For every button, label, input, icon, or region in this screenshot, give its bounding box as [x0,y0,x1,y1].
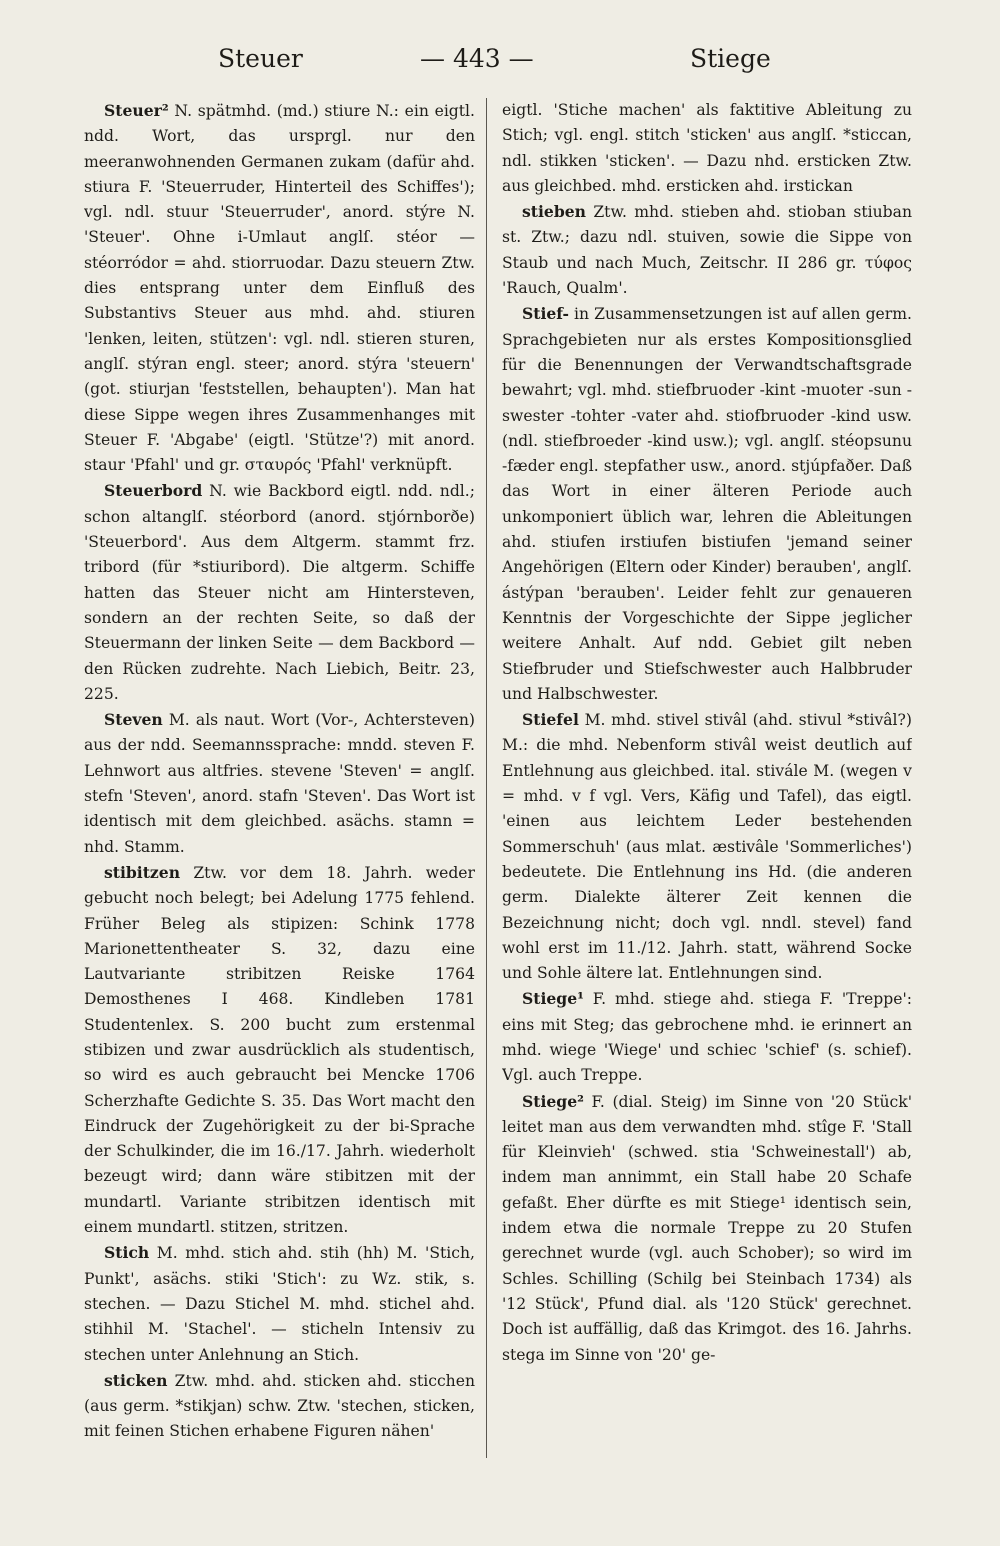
page-number: — 443 — [420,44,534,73]
dictionary-entry [84,478,475,707]
entry-lemma: Stiege² [522,1091,584,1111]
entry-lemma: Steuer² [104,101,169,120]
entry-lemma: Stief- [522,304,569,324]
dictionary-entry [502,301,912,707]
column-divider [486,98,487,1458]
dictionary-entry [502,1089,912,1368]
entry-text: N. wie Backbord eigtl. ndd. ndl.; schon altanglſ. stéorbord (anord. stjórnborðe) 'Steuerbord'. Aus dem Altgerm. stammt frz. tribord (für *stiuribord). Die altgerm. Schiffe hatten das Steuer nicht am Hintersteven, sondern an der rechten Seite, so daß der Steuermann der linken Seite — dem Backbord — den Rücken zudrehte. Nach Liebich, Beitr. 23, 225. [84,482,475,703]
dictionary-entry [84,98,475,478]
dictionary-entry [84,707,475,860]
dictionary-entry [502,707,912,986]
dictionary-entry [502,986,912,1088]
dictionary-entry-continuation [502,98,912,199]
dictionary-entry [84,1368,475,1445]
entry-text: F. (dial. Steig) im Sinne von '20 Stück' leitet man aus dem verwandten mhd. stîge F. 'Stall für Kleinvieh' (schwed. stia 'Schweinestall') ab, indem man annimmt, ein Stall habe 20 Schafe gefaßt. Eher dürfte es mit Stiege¹ identisch sein, indem etwa die normale Treppe zu 20 Stufen gerechnet wurde (vgl. auch Schober); so wird im Schles. Schilling (Schilg bei Steinbach 1734) als '12 Stück', Pfund dial. als '120 Stück' gerechnet. Doch ist auffällig, daß das Krimgot. des 16. Jahrhs. stega im Sinne von '20' ge- [502,1092,912,1364]
running-header [0,44,1000,84]
entry-lemma: Steven [104,710,163,730]
entry-lemma: Stiege¹ [522,989,584,1009]
right-column [502,98,912,1493]
dictionary-entry [84,860,475,1240]
entry-lemma: sticken [104,1370,168,1390]
entry-text: N. spätmhd. (md.) stiure N.: ein eigtl. ndd. Wort, das ursprgl. nur den meeranwohnenden Germanen zukam (dafür ahd. stiura F. 'Steuerruder, Hinterteil des Schiffes'); vgl. ndl. stuur 'Steuerruder', anord. stýre N. 'Steuer'. Ohne i-Umlaut anglſ. stéor — stéorródor = ahd. stiorruodar. Dazu steuern Ztw. dies entsprang unter dem Einfluß des Substantivs Steuer aus mhd. ahd. stiuren 'lenken, leiten, stützen': vgl. ndl. stieren sturen, anglſ. stýran engl. steer; anord. stýra 'steuern' (got. stiurjan 'feststellen, behaupten'). Man hat diese Sippe wegen ihres Zusammenhanges mit Steuer F. 'Abgabe' (eigtl. 'Stütze'?) mit anord. staur 'Pfahl' und gr. σταυρός 'Pfahl' verknüpft. [84,102,475,475]
entry-text: Ztw. mhd. ahd. sticken ahd. sticchen (aus germ. *stikjan) schw. Ztw. 'stechen, sticken, mit feinen Stichen erhabene Figuren nähen' [84,1371,475,1441]
entry-lemma: Stiefel [522,710,579,730]
entry-text: M. als naut. Wort (Vor-, Achtersteven) aus der ndd. Seemannssprache: mndd. steven F. Lehnwort aus altfries. stevene 'Steven' = anglſ. stefn 'Steven', anord. stafn 'Steven'. Das Wort ist identisch mit dem gleichbed. asächs. stamn = nhd. Stamm. [84,711,475,856]
entry-lemma: stibitzen [104,862,181,882]
entry-text: Ztw. vor dem 18. Jahrh. weder gebucht noch belegt; bei Adelung 1775 fehlend. Früher Beleg als stipizen: Schink 1778 Marionettentheater S. 32, dazu eine Lautvariante stribitzen Reiske 1764 Demosthenes I 468. Kindleben 1781 Studentenlex. S. 200 bucht zum erstenmal stibizen und zwar ausdrücklich als studentisch, so wird es auch gebraucht bei Mencke 1706 Scherzhafte Gedichte S. 35. Das Wort macht den Eindruck der Zugehörigkeit zu der bi-Sprache der Schulkinder, die im 16./17. Jahrh. wiederholt bezeugt wird; dann wäre stibitzen mit der mundartl. Variante stribitzen identisch mit einem mundartl. stitzen, stritzen. [84,863,475,1237]
entry-lemma: stieben [522,202,586,222]
entry-text: Ztw. mhd. stieben ahd. stioban stiuban st. Ztw.; dazu ndl. stuiven, sowie die Sippe von Staub und nach Much, Zeitschr. II 286 gr. τύφος 'Rauch, Qualm'. [502,203,912,298]
entry-lemma: Stich [104,1243,150,1263]
entry-text: eigtl. 'Stiche machen' als faktitive Ableitung zu Stich; vgl. engl. stitch 'sticken' aus anglſ. *sticcan, ndl. stikken 'sticken'. — Dazu nhd. ersticken Ztw. aus gleichbed. mhd. ersticken ahd. irstickan [502,101,912,195]
entry-text: in Zusammensetzungen ist auf allen germ. Sprachgebieten nur als erstes Kompositionsglied für die Benennungen der Verwandtschaftsgrade bewahrt; vgl. mhd. stiefbruoder -kint -muoter -sun -swester -tohter -vater ahd. stiofbruoder -kind usw. (ndl. stiefbroeder -kind usw.); vgl. anglſ. stéopsunu -fæder engl. stepfather usw., anord. stjúpfaðer. Daß das Wort in einer älteren Periode auch unkomponiert üblich war, lehren die Ableitungen ahd. stiufen irstiufen bistiufen 'jemand seiner Angehörigen (Eltern oder Kinder) berauben', anglſ. ástýpan 'berauben'. Leider fehlt zur genaueren Kenntnis der Vorgeschichte der Sippe jeglicher weitere Anhalt. Auf ndd. Gebiet gilt neben Stiefbruder und Stiefschwester auch Halbbruder und Halbschwester. [502,305,912,703]
dictionary-entry [502,199,912,301]
dictionary-entry [84,1240,475,1367]
left-column [84,98,475,1493]
header-right-keyword: Stiege [690,44,771,73]
header-left-keyword: Steuer [218,44,303,73]
entry-text: F. mhd. stiege ahd. stiega F. 'Treppe': eins mit Steg; das gebrochene mhd. ie erinnert an mhd. wiege 'Wiege' und schiec 'schief' (s. schief). Vgl. auch Treppe. [502,990,912,1085]
entry-text: M. mhd. stich ahd. stih (hh) M. 'Stich, Punkt', asächs. stiki 'Stich': zu Wz. stik, s. stechen. — Dazu Stichel M. mhd. stichel ahd. stihhil M. 'Stachel'. — sticheln Intensiv zu stechen unter Anlehnung an Stich. [84,1244,475,1364]
entry-text: M. mhd. stivel stivâl (ahd. stivul *stivâl?) M.: die mhd. Nebenform stivâl weist deutlich auf Entlehnung aus gleichbed. ital. stivále M. (wegen v = mhd. v f vgl. Vers, Käfig und Tafel), das eigtl. 'einen aus leichtem Leder bestehenden Sommerschuh' (aus mlat. æstivâle 'Sommerliches') bedeutete. Die Entlehnung ins Hd. (die anderen germ. Dialekte älterer Zeit kennen die Bezeichnung nicht; doch vgl. nndl. stevel) fand wohl erst im 11./12. Jahrh. statt, während Socke und Sohle ältere lat. Entlehnungen sind. [502,711,912,983]
entry-lemma: Steuerbord [104,481,203,501]
